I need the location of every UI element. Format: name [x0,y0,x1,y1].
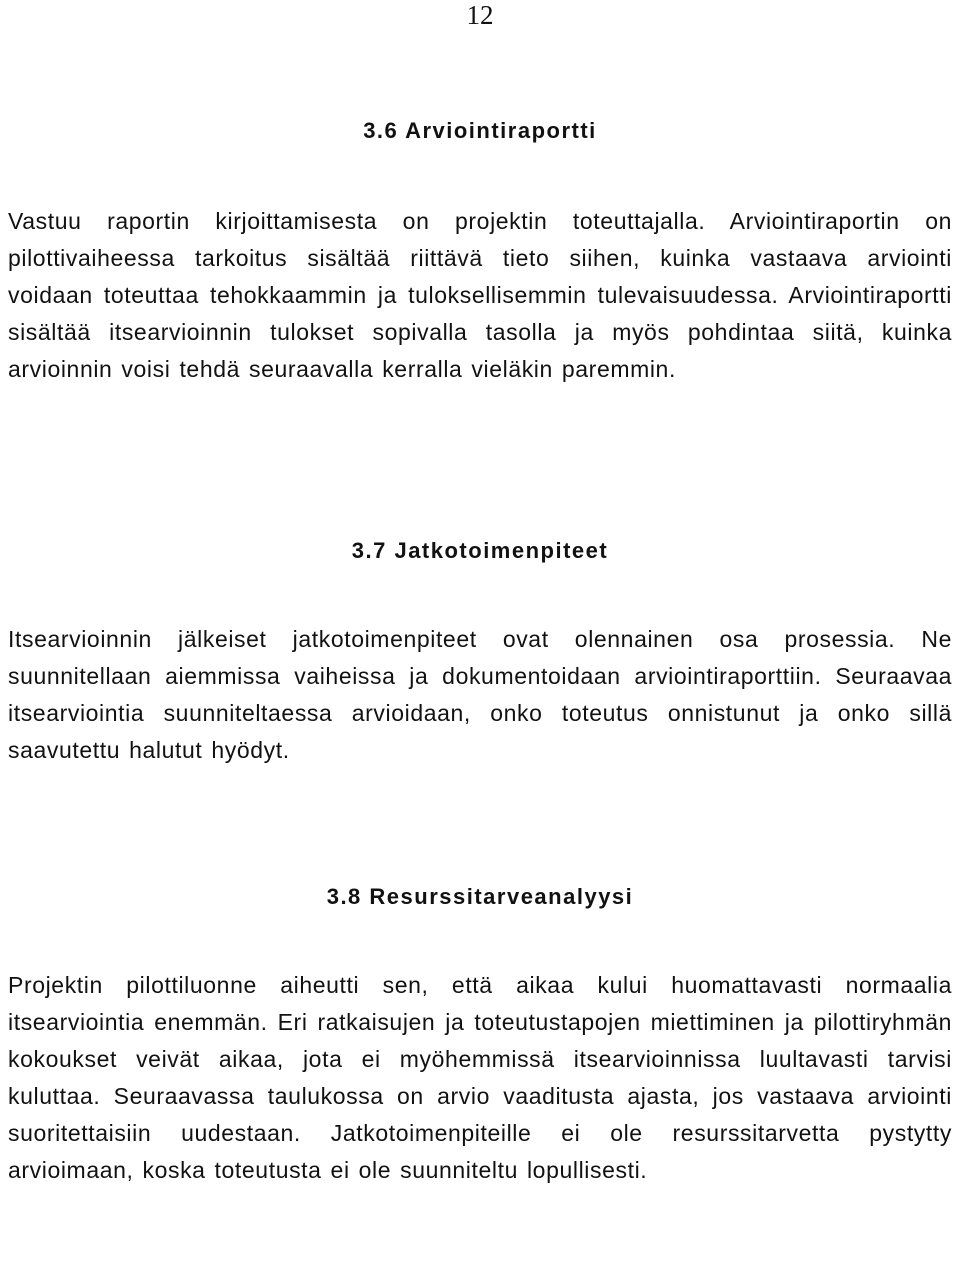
paragraph-arviointiraportti: Vastuu raportin kirjoittamisesta on projektin toteuttajalla. Arviointiraportin on pilottivaiheessa tarkoitus sisältää riittävä tieto siihen, kuinka vastaava arviointi voidaan toteuttaa tehokkaammin ja tuloksellisemmin tulevaisuudessa. Arviointiraportti sisältää itsearvioinnin tulokset sopivalla tasolla ja myös pohdintaa siitä, kuinka arvioinnin voisi tehdä seuraavalla kerralla vieläkin paremmin. [8,208,952,382]
paragraph-jatkotoimenpiteet: Itsearvioinnin jälkeiset jatkotoimenpiteet ovat olennainen osa prosessia. Ne suunnitellaan aiemmissa vaiheissa ja dokumentoidaan arviointiraporttiin. Seuraavaa itsearviointia suunniteltaessa arvioidaan, onko toteutus onnistunut ja onko sillä saavutettu halutut hyödyt. [8,626,952,763]
section-heading-3-7: 3.7 Jatkotoimenpiteet [351,538,609,563]
section-heading-3-8: 3.8 Resurssitarveanalyysi [326,884,634,909]
section-heading-3-6: 3.6 Arviointiraportti [363,118,597,143]
page-number: 12 [466,0,494,30]
paragraph-resurssitarveanalyysi: Projektin pilottiluonne aiheutti sen, että aikaa kului huomattavasti normaalia itsearviointia enemmän. Eri ratkaisujen ja toteutustapojen miettiminen ja pilottiryhmän kokoukset veivät aikaa, jota ei myöhemmissä itsearvioinnissa luultavasti tarvisi kuluttaa. Seuraavassa taulukossa on arvio vaaditusta ajasta, jos vastaava arviointi suoritettaisiin uudestaan. Jatkotoimenpiteille ei ole resurssitarvetta pystytty arvioimaan, koska toteutusta ei ole suunniteltu lopullisesti. [8,972,952,1183]
